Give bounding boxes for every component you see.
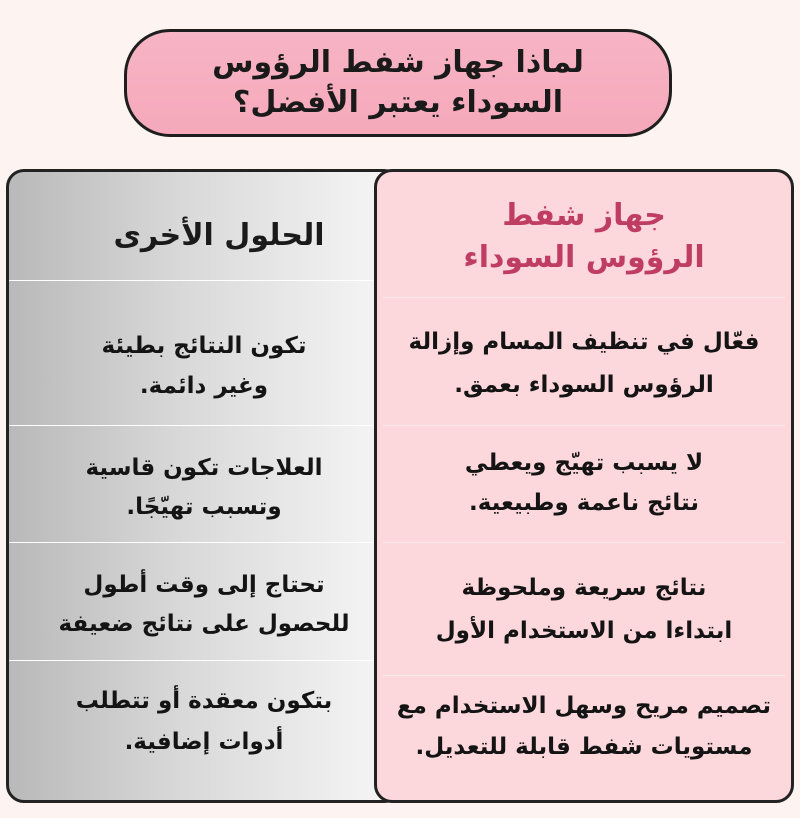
row-divider xyxy=(383,297,785,298)
device-header-line-1: جهاز شفط xyxy=(502,198,666,233)
row-divider xyxy=(383,675,785,676)
other-row-1-line-2: وغير دائمة. xyxy=(139,373,269,399)
device-row-3-line-2: ابتداءا من الاستخدام الأول xyxy=(435,618,733,644)
other-row-2-line-2: وتسبب تهيّجًا. xyxy=(126,494,282,520)
other-row-2-line-1: العلاجات تكون قاسية xyxy=(85,455,323,481)
other-row-3-line-1: تحتاج إلى وقت أطول xyxy=(83,572,325,598)
row-divider xyxy=(383,425,785,426)
device-row-2-line-2: نتائج ناعمة وطبيعية. xyxy=(468,490,700,516)
title-line-2: السوداء يعتبر الأفضل؟ xyxy=(232,85,564,120)
row-divider xyxy=(9,280,399,281)
other-row-3-line-2: للحصول على نتائج ضعيفة xyxy=(58,611,350,637)
row-divider xyxy=(9,660,399,661)
title-line-1: لماذا جهاز شفط الرؤوس xyxy=(212,45,584,80)
device-row-4-line-1: تصميم مريح وسهل الاستخدام مع xyxy=(396,693,772,719)
device-column xyxy=(374,169,794,803)
device-row-1-line-1: فعّال في تنظيف المسام وإزالة xyxy=(408,329,760,355)
device-row-4-line-2: مستويات شفط قابلة للتعديل. xyxy=(415,734,753,760)
device-row-2-line-1: لا يسبب تهيّج ويعطي xyxy=(464,450,704,476)
other-row-4-line-2: أدوات إضافية. xyxy=(124,729,284,755)
device-row-1-line-2: الرؤوس السوداء بعمق. xyxy=(454,372,714,398)
other-row-4-line-1: بتكون معقدة أو تتطلب xyxy=(75,688,333,714)
other-row-1-line-1: تكون النتائج بطيئة xyxy=(101,333,307,359)
other-solutions-header: الحلول الأخرى xyxy=(113,218,325,253)
title-banner xyxy=(124,29,672,137)
other-solutions-column xyxy=(6,169,402,803)
row-divider xyxy=(383,542,785,543)
device-header-line-2: الرؤوس السوداء xyxy=(463,240,705,275)
row-divider xyxy=(9,425,399,426)
row-divider xyxy=(9,542,399,543)
device-row-3-line-1: نتائج سريعة وملحوظة xyxy=(461,575,707,601)
